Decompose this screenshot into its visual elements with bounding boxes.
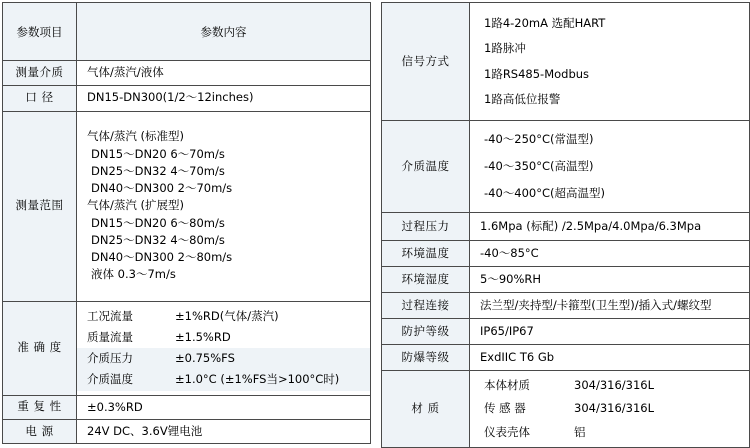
range-line: DN15～DN20 6～80m/s	[91, 215, 225, 230]
table-row	[3, 419, 371, 443]
material-value: 304/316/316L	[574, 378, 655, 392]
signal-line: 1路脉冲	[484, 41, 526, 56]
accuracy-item	[77, 369, 370, 390]
table-row	[3, 111, 371, 301]
table-row	[3, 301, 371, 395]
row-label-range: 测量范围	[3, 111, 77, 301]
medium-temp-line: -40～400°C(超高温型)	[484, 186, 605, 201]
range-line: 气体/蒸汽 (标准型)	[87, 129, 185, 144]
row-value-diameter: DN15-DN300(1/2～12inches)	[77, 85, 371, 111]
material-key: 传 感 器	[484, 401, 526, 416]
material-key: 本体材质	[484, 378, 530, 392]
accuracy-item	[87, 327, 364, 348]
table-row	[382, 345, 750, 371]
table-row	[3, 61, 371, 85]
accuracy-value: ±1.0°C (±1%FS当>100°C时)	[175, 372, 340, 387]
row-value-protection-grade: IP65/IP67	[470, 319, 750, 345]
column-header-content: 参数内容	[77, 3, 371, 61]
row-label-accuracy: 准 确 度	[3, 301, 77, 395]
range-line: 液体 0.3～7m/s	[91, 267, 176, 282]
accuracy-key: 工况流量	[87, 308, 133, 323]
row-value-accuracy	[77, 301, 371, 395]
column-header-item: 参数项目	[3, 3, 77, 61]
row-label-explosion-grade: 防爆等级	[382, 345, 470, 371]
accuracy-key: 介质温度	[87, 372, 133, 387]
range-line: DN25～DN32 4～70m/s	[91, 163, 225, 178]
row-label-ambient-humidity: 环境湿度	[382, 267, 470, 293]
table-row	[3, 395, 371, 419]
range-line: DN40～DN300 2～80m/s	[91, 250, 233, 265]
material-key: 仪表壳体	[484, 424, 530, 439]
accuracy-key: 质量流量	[87, 329, 133, 344]
row-value-repeatability: ±0.3%RD	[77, 395, 371, 419]
row-value-signal	[470, 3, 750, 121]
accuracy-item	[77, 348, 370, 369]
row-label-medium: 测量介质	[3, 61, 77, 85]
row-value-process-connection: 法兰型/夹持型/卡箍型(卫生型)/插入式/螺纹型	[470, 293, 750, 319]
signal-line: 1路高低位报警	[484, 91, 561, 106]
accuracy-key: 介质压力	[87, 351, 133, 365]
row-value-material	[470, 371, 750, 448]
table-row	[382, 293, 750, 319]
medium-temp-line: -40～250°C(常温型)	[484, 131, 594, 146]
range-line: DN40～DN300 2～70m/s	[91, 181, 233, 196]
row-value-medium-temp	[470, 121, 750, 213]
table-row	[382, 121, 750, 213]
row-value-ambient-temp: -40～85°C	[470, 241, 750, 267]
signal-line: 1路RS485-Modbus	[484, 66, 590, 81]
material-value: 304/316/316L	[574, 401, 655, 416]
range-line: 气体/蒸汽 (扩展型)	[87, 198, 185, 213]
range-line: DN15～DN20 6～70m/s	[91, 146, 225, 161]
material-item	[480, 374, 743, 397]
left-spec-table	[2, 2, 371, 444]
row-label-repeatability: 重 复 性	[3, 395, 77, 419]
row-value-process-pressure: 1.6Mpa (标配) /2.5Mpa/4.0Mpa/6.3Mpa	[470, 213, 750, 241]
row-label-diameter: 口 径	[3, 85, 77, 111]
row-value-ambient-humidity: 5～90%RH	[470, 267, 750, 293]
row-value-power: 24V DC、3.6V锂电池	[77, 419, 371, 443]
row-label-material: 材 质	[382, 371, 470, 448]
row-value-medium: 气体/蒸汽/液体	[77, 61, 371, 85]
accuracy-value: ±1%RD(气体/蒸汽)	[175, 308, 279, 323]
accuracy-value: ±0.75%FS	[175, 351, 235, 365]
row-label-signal: 信号方式	[382, 3, 470, 121]
table-row	[3, 85, 371, 111]
row-label-process-pressure: 过程压力	[382, 213, 470, 241]
range-line: DN25～DN32 4～80m/s	[91, 232, 225, 247]
row-label-medium-temp: 介质温度	[382, 121, 470, 213]
row-label-power: 电 源	[3, 419, 77, 443]
right-spec-table	[381, 2, 750, 448]
table-row	[382, 371, 750, 448]
medium-temp-line: -40～350°C(高温型)	[484, 158, 594, 173]
signal-line: 1路4-20mA 选配HART	[484, 16, 606, 30]
table-row	[382, 213, 750, 241]
table-row	[382, 241, 750, 267]
row-label-ambient-temp: 环境温度	[382, 241, 470, 267]
row-label-process-connection: 过程连接	[382, 293, 470, 319]
material-item	[480, 397, 743, 420]
material-item	[480, 421, 743, 444]
accuracy-item	[87, 306, 364, 327]
row-value-explosion-grade: ExdIIC T6 Gb	[470, 345, 750, 371]
row-value-range	[77, 111, 371, 301]
material-value: 铝	[574, 424, 586, 439]
table-row	[382, 267, 750, 293]
row-label-protection-grade: 防护等级	[382, 319, 470, 345]
accuracy-value: ±1.5%RD	[175, 329, 231, 344]
table-header-row	[3, 3, 371, 61]
table-row	[382, 319, 750, 345]
table-row	[382, 3, 750, 121]
